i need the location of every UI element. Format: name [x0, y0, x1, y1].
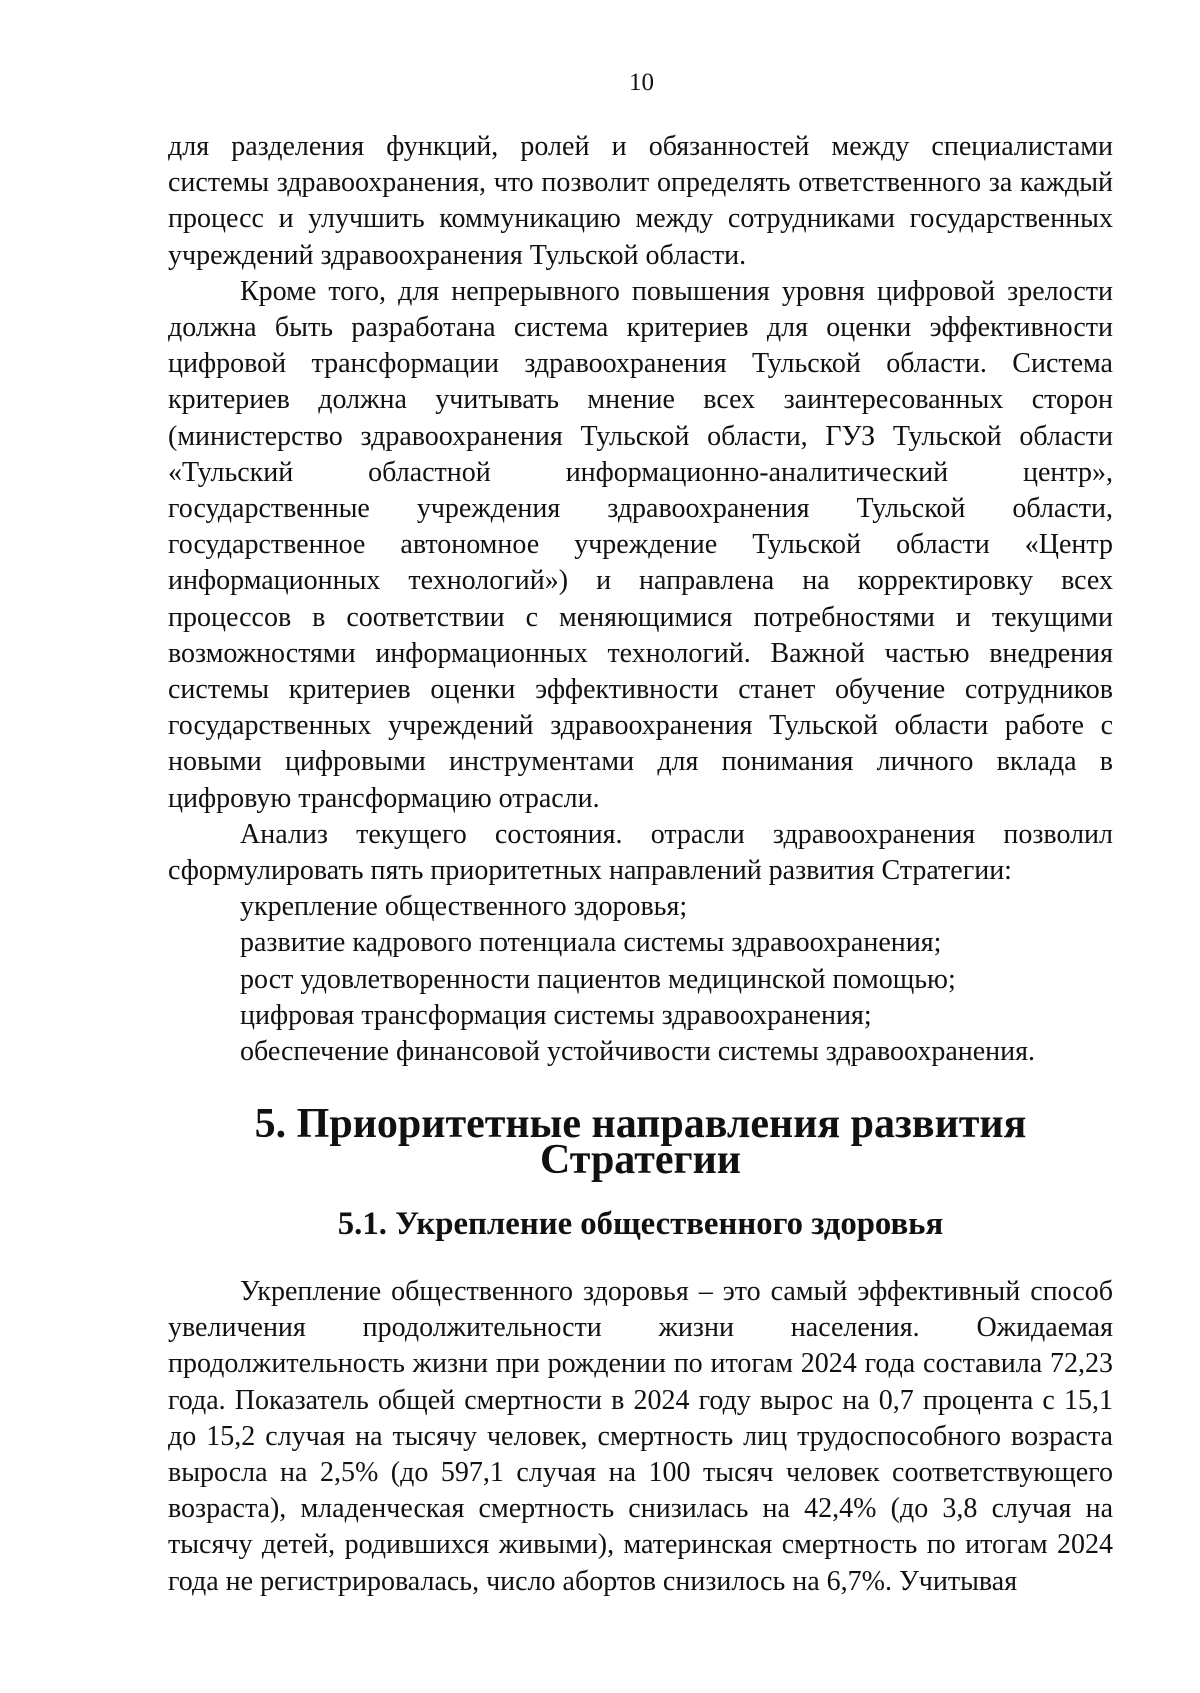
- document-body: [168, 129, 1113, 1600]
- section-heading: 5. Приоритетные направления развития Стратегии: [254, 1101, 1027, 1184]
- page-number: 10: [629, 69, 654, 96]
- paragraph-analysis: Анализ текущего состояния. отрасли здравоохранения позволил сформулировать пять приоритетных направлений развития Стратегии:: [168, 818, 1113, 887]
- list-item: цифровая трансформация системы здравоохранения;: [240, 999, 872, 1031]
- list-item: укрепление общественного здоровья;: [240, 891, 688, 923]
- list-item: обеспечение финансовой устойчивости системы здравоохранения.: [240, 1036, 1036, 1068]
- priority-directions-list: [168, 889, 1113, 1070]
- list-item: рост удовлетворенности пациентов медицинской помощью;: [240, 963, 956, 995]
- paragraph-public-health: Укрепление общественного здоровья – это самый эффективный способ увеличения продолжительности жизни населения. Ожидаемая продолжительность жизни при рождении по итогам 2024 года составила 72,23 года. Показатель общей смертности в 2024 году вырос на 0,7 процента с 15,1 до 15,2 случая на тысячу человек, смертность лиц трудоспособного возраста выросла на 2,5% (до 597,1 случая на 100 тысяч человек соответствующего возраста), младенческая смертность снизилась на 42,4% (до 3,8 случая на тысячу детей, родившихся живыми), материнская смертность по итогам 2024 года не регистрировалась, число абортов снизилось на 6,7%. Учитывая: [168, 1275, 1113, 1597]
- paragraph-evaluation-criteria: Кроме того, для непрерывного повышения уровня цифровой зрелости должна быть разработана система критериев для оценки эффективности цифровой трансформации здравоохранения Тульской области. Система критериев должна учитывать мнение всех заинтересованных сторон (министерство здравоохранения Тульской области, ГУЗ Тульской области «Тульский областной информационно-аналитический центр», государственные учреждения здравоохранения Тульской области, государственное автономное учреждение Тульской области «Центр информационных технологий») и направлена на корректировку всех процессов в соответствии с меняющимися потребностями и текущими возможностями информационных технологий. Важной частью внедрения системы критериев оценки эффективности станет обучение сотрудников государственных учреждений здравоохранения Тульской области работе с новыми цифровыми инструментами для понимания личного вклада в цифровую трансформацию отрасли.: [168, 275, 1113, 814]
- list-item: развитие кадрового потенциала системы здравоохранения;: [240, 927, 942, 959]
- subsection-heading: 5.1. Укрепление общественного здоровья: [337, 1205, 944, 1242]
- paragraph-continuation: для разделения функций, ролей и обязанностей между специалистами системы здравоохранения, что позволит определять ответственного за каждый процесс и улучшить коммуникацию между сотрудниками государственных учреждений здравоохранения Тульской области.: [168, 131, 1113, 271]
